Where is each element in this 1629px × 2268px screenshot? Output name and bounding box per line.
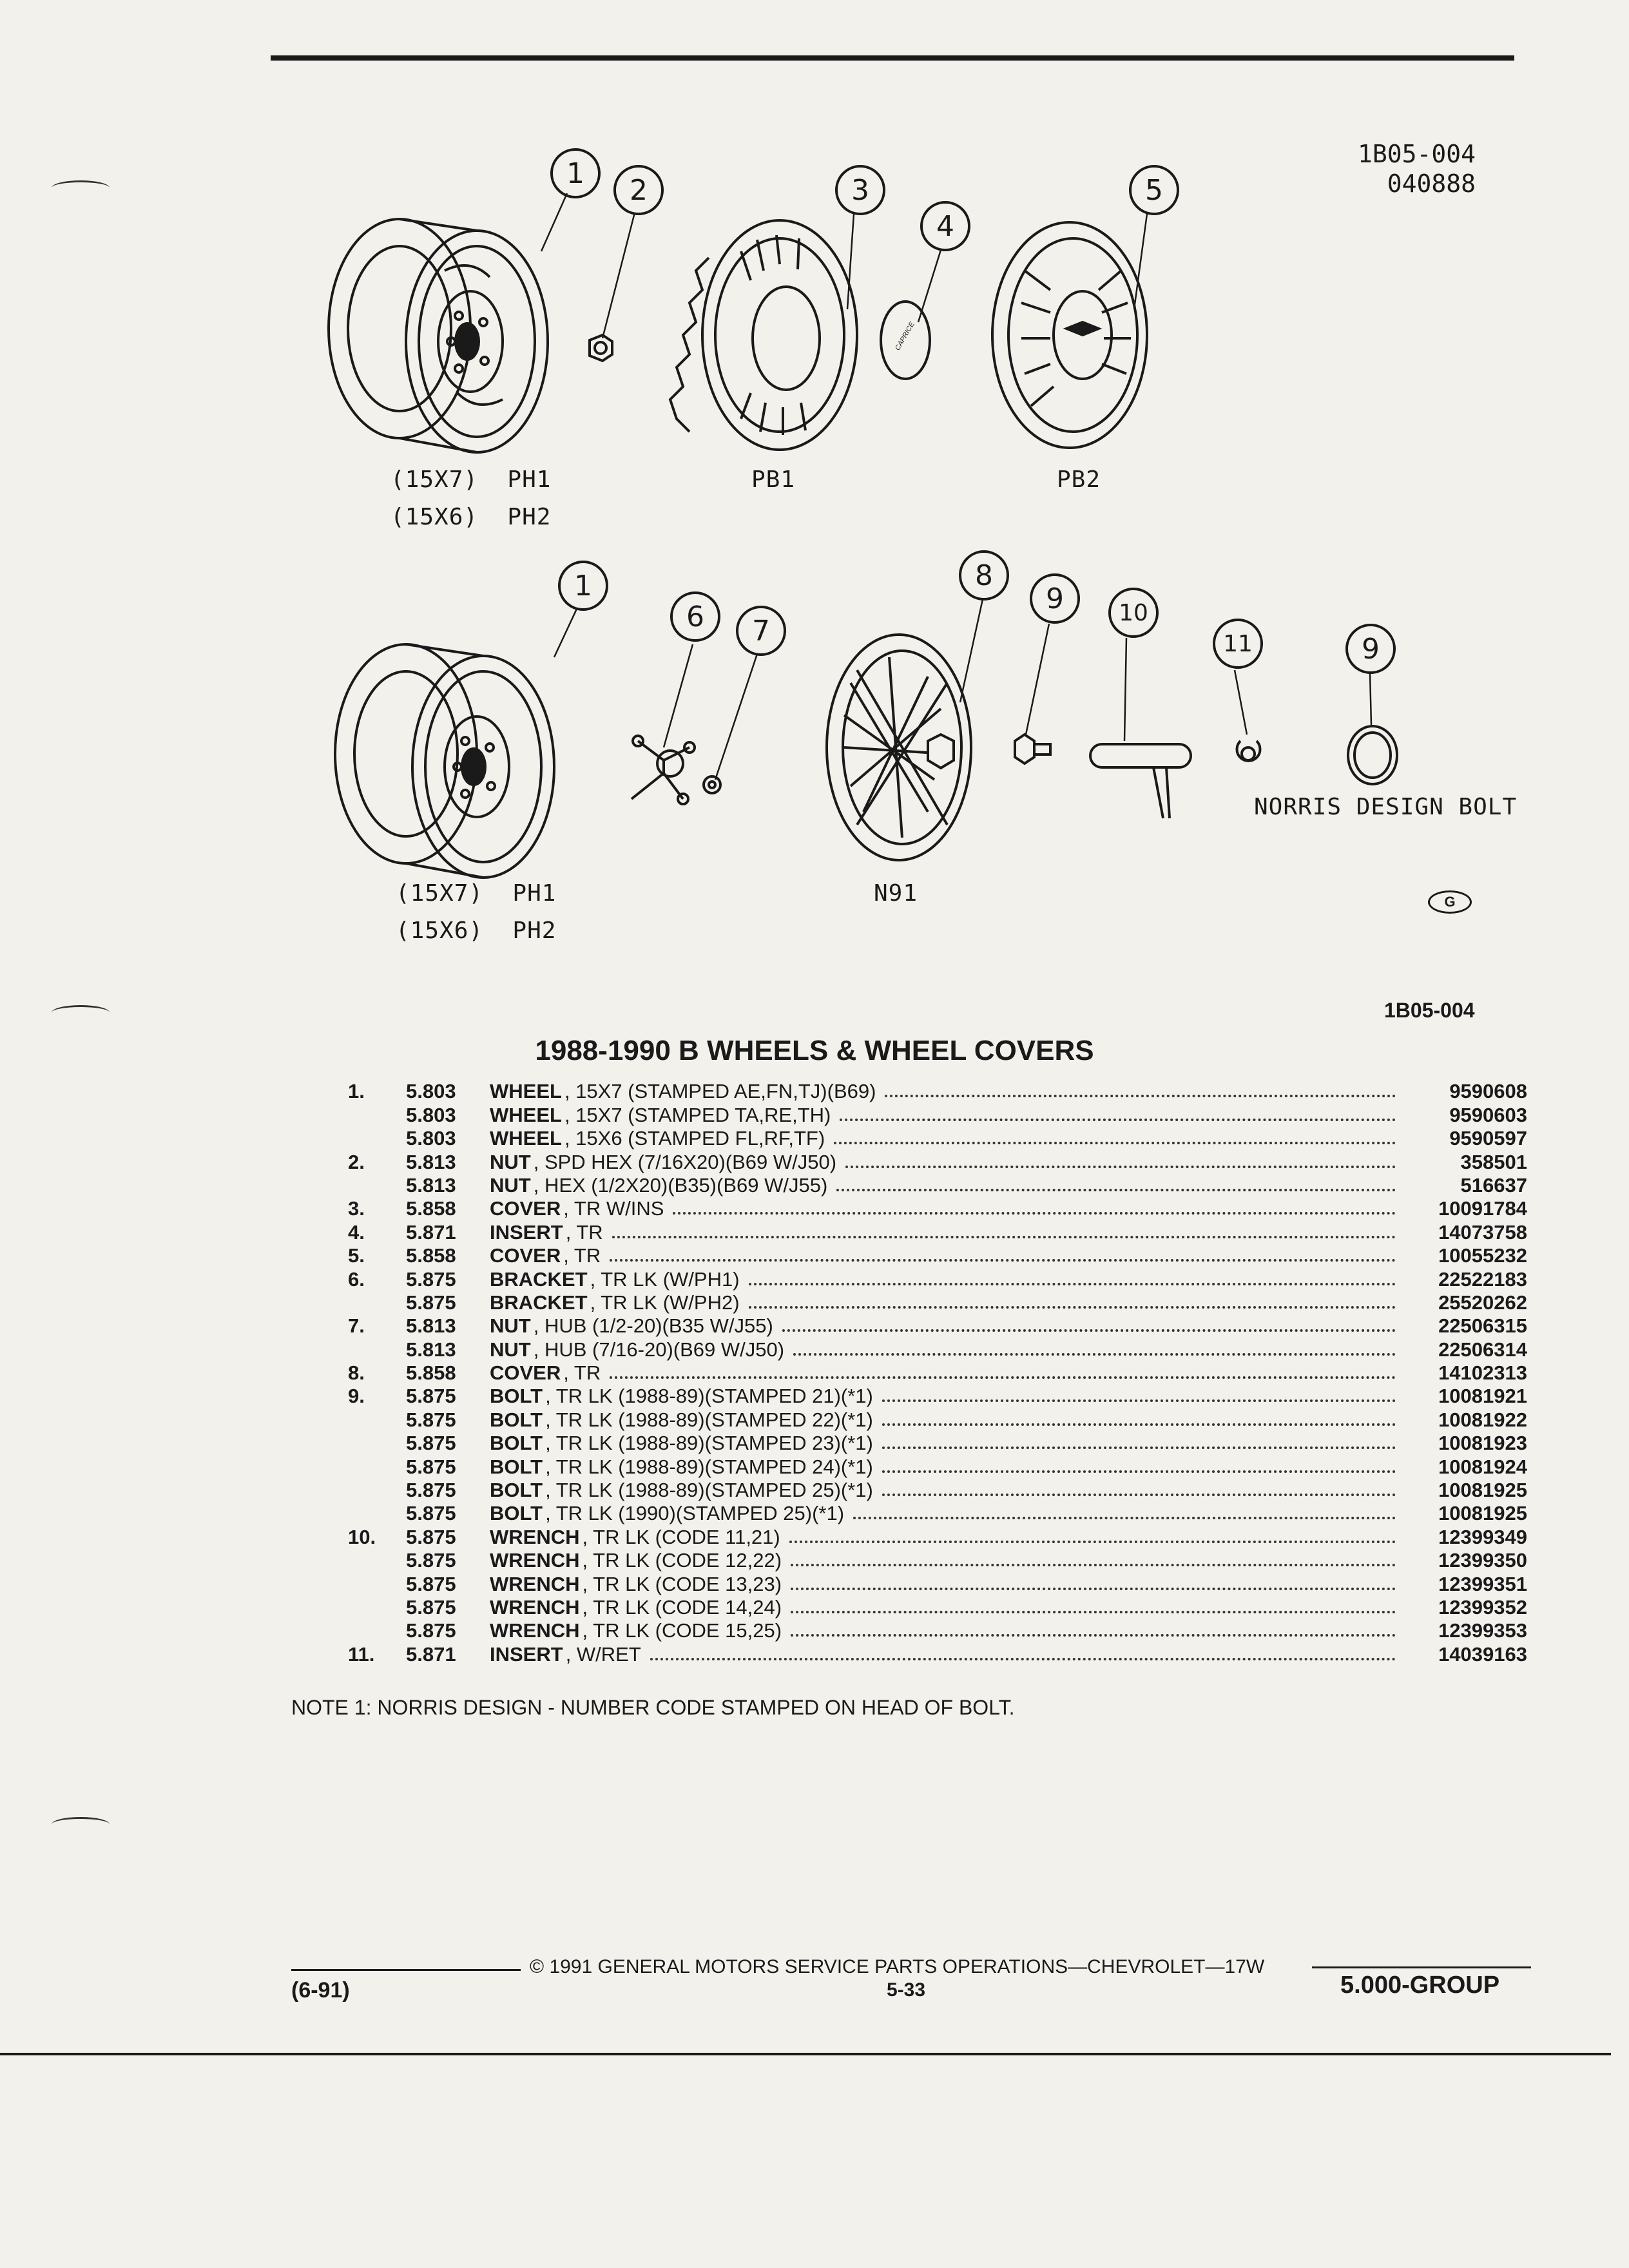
part-item-number: 5.	[348, 1244, 365, 1267]
callout-11: 11	[1213, 619, 1263, 669]
cover-illustration-pb1	[670, 220, 857, 450]
label-norris-design-bolt: NORRIS DESIGN BOLT	[1254, 794, 1518, 820]
callout-1-top: 1	[550, 148, 601, 198]
drawing-ref-line2: 040888	[1387, 169, 1476, 198]
parts-row	[348, 1079, 1527, 1102]
dot-leader	[836, 1189, 1396, 1191]
part-description: , SPD HEX (7/16X20)(B69 W/J50)	[533, 1150, 837, 1173]
part-description: , TR LK (W/PH1)	[590, 1267, 740, 1291]
part-description: , TR LK (1988-89)(STAMPED 22)(*1)	[545, 1408, 873, 1431]
parts-row	[348, 1266, 1527, 1289]
label-pb2: PB2	[1057, 466, 1101, 493]
part-group-number: 5.875	[406, 1595, 456, 1619]
page-title: 1988-1990 B WHEELS & WHEEL COVERS	[535, 1035, 1094, 1066]
part-number: 12399351	[1438, 1572, 1527, 1595]
part-group-number: 5.875	[406, 1267, 456, 1291]
part-name: INSERT	[490, 1642, 563, 1666]
part-number: 22506315	[1438, 1314, 1527, 1338]
dot-leader	[612, 1236, 1396, 1238]
part-item-number: 7.	[348, 1314, 365, 1338]
leader-lines	[541, 193, 1371, 780]
label-top-wheel-15x7: (15X7) PH1	[390, 466, 552, 493]
part-group-number: 5.803	[406, 1080, 456, 1103]
label-bottom-wheel-15x7: (15X7) PH1	[396, 880, 557, 907]
part-description: , HUB (1/2-20)(B35 W/J55)	[533, 1314, 773, 1338]
part-group-number: 5.858	[406, 1361, 456, 1385]
part-name: BOLT	[490, 1479, 543, 1502]
part-description: , 15X7 (STAMPED AE,FN,TJ)(B69)	[564, 1080, 876, 1103]
part-number: 10081921	[1438, 1385, 1527, 1408]
dot-leader	[782, 1329, 1396, 1332]
part-name: WHEEL	[490, 1127, 562, 1150]
part-number: 12399350	[1438, 1549, 1527, 1572]
part-name: WRENCH	[490, 1549, 580, 1572]
dot-leader	[793, 1353, 1396, 1356]
dot-leader	[610, 1259, 1396, 1262]
part-group-number: 5.875	[406, 1385, 456, 1408]
callout-6: 6	[670, 591, 720, 642]
part-name: NUT	[490, 1314, 531, 1338]
dot-leader	[791, 1588, 1396, 1590]
wrench-illustration-10	[1090, 744, 1191, 818]
parts-row	[348, 1548, 1527, 1571]
part-group-number: 5.875	[406, 1525, 456, 1548]
parts-row	[348, 1524, 1527, 1547]
footer-rule-right	[1312, 1966, 1531, 1968]
part-item-number: 10.	[348, 1525, 376, 1548]
part-number: 14073758	[1438, 1220, 1527, 1244]
part-description: , TR	[563, 1361, 601, 1385]
dot-leader	[853, 1517, 1396, 1519]
dot-leader	[882, 1446, 1396, 1449]
label-n91: N91	[874, 880, 918, 907]
part-item-number: 4.	[348, 1220, 365, 1244]
insert-illustration-11	[1237, 741, 1260, 761]
part-group-number: 5.858	[406, 1244, 456, 1267]
parts-row	[348, 1407, 1527, 1430]
part-description: , TR LK (1988-89)(STAMPED 25)(*1)	[545, 1479, 873, 1502]
dot-leader	[885, 1095, 1396, 1097]
scan-mark	[52, 1005, 110, 1020]
part-group-number: 5.803	[406, 1103, 456, 1126]
callout-7: 7	[736, 606, 786, 656]
part-number: 9590603	[1449, 1103, 1527, 1126]
dot-leader	[749, 1306, 1396, 1309]
part-item-number: 6.	[348, 1267, 365, 1291]
part-name: NUT	[490, 1173, 531, 1196]
part-description: , HUB (7/16-20)(B69 W/J50)	[533, 1338, 785, 1361]
bolt-illustration-9	[1015, 735, 1050, 764]
part-number: 9590608	[1449, 1080, 1527, 1103]
part-description: , TR LK (1988-89)(STAMPED 24)(*1)	[545, 1455, 873, 1478]
parts-row	[348, 1454, 1527, 1477]
label-pb1: PB1	[751, 466, 796, 493]
section-code: 1B05-004	[1384, 999, 1475, 1022]
part-item-number: 3.	[348, 1197, 365, 1220]
part-name: INSERT	[490, 1220, 563, 1244]
callout-3: 3	[835, 165, 885, 215]
part-group-number: 5.875	[406, 1455, 456, 1478]
wheel-illustration-bottom	[335, 644, 554, 878]
part-name: COVER	[490, 1197, 561, 1220]
parts-row	[348, 1383, 1527, 1407]
part-item-number: 1.	[348, 1080, 365, 1103]
part-name: COVER	[490, 1244, 561, 1267]
part-number: 14102313	[1438, 1361, 1527, 1385]
part-number: 358501	[1460, 1150, 1527, 1173]
part-number: 10081924	[1438, 1455, 1527, 1478]
label-top-wheel-15x6: (15X6) PH2	[390, 504, 552, 530]
part-name: BRACKET	[490, 1267, 588, 1291]
parts-row	[348, 1313, 1527, 1336]
footnote: NOTE 1: NORRIS DESIGN - NUMBER CODE STAMPED ON HEAD OF BOLT.	[291, 1696, 1015, 1719]
part-group-number: 5.875	[406, 1479, 456, 1502]
part-item-number: 11.	[348, 1642, 375, 1666]
dot-leader	[791, 1564, 1396, 1566]
cover-illustration-n91	[827, 635, 971, 860]
nut-illustration-2	[590, 335, 612, 361]
part-number: 22506314	[1438, 1338, 1527, 1361]
part-item-number: 8.	[348, 1361, 365, 1385]
parts-row	[348, 1360, 1527, 1383]
footer-rule-left	[291, 1969, 521, 1971]
part-group-number: 5.803	[406, 1127, 456, 1150]
part-group-number: 5.875	[406, 1502, 456, 1525]
callout-9-bolt: 9	[1030, 573, 1080, 624]
insert-caprice-text: CAPRICE	[894, 320, 916, 352]
part-group-number: 5.871	[406, 1220, 456, 1244]
part-name: BRACKET	[490, 1291, 588, 1314]
part-number: 10081925	[1438, 1502, 1527, 1525]
dot-leader	[791, 1611, 1396, 1613]
parts-row	[348, 1173, 1527, 1196]
parts-row	[348, 1501, 1527, 1524]
part-group-number: 5.875	[406, 1432, 456, 1455]
part-description: , TR LK (CODE 12,22)	[582, 1549, 782, 1572]
parts-row	[348, 1641, 1527, 1664]
part-number: 25520262	[1438, 1291, 1527, 1314]
part-name: BOLT	[490, 1432, 543, 1455]
gm-logo: G	[1428, 890, 1472, 914]
bottom-rule	[0, 2053, 1611, 2055]
dot-leader	[789, 1541, 1396, 1543]
parts-row	[348, 1149, 1527, 1172]
parts-row	[348, 1290, 1527, 1313]
dot-leader	[882, 1470, 1396, 1473]
parts-row	[348, 1336, 1527, 1360]
parts-list	[348, 1079, 1527, 1665]
cover-illustration-pb2	[992, 222, 1147, 448]
dot-leader	[791, 1634, 1396, 1637]
part-number: 12399352	[1438, 1595, 1527, 1619]
part-description: , TR W/INS	[563, 1197, 664, 1220]
part-number: 10081923	[1438, 1432, 1527, 1455]
part-name: NUT	[490, 1338, 531, 1361]
footer-copyright: © 1991 GENERAL MOTORS SERVICE PARTS OPERATIONS—CHEVROLET—17W	[530, 1956, 1265, 1977]
parts-row	[348, 1430, 1527, 1454]
parts-row	[348, 1126, 1527, 1149]
part-name: WHEEL	[490, 1080, 562, 1103]
part-description: , TR LK (CODE 13,23)	[582, 1572, 782, 1595]
part-name: COVER	[490, 1361, 561, 1385]
dot-leader	[882, 1423, 1396, 1426]
parts-row	[348, 1477, 1527, 1501]
part-group-number: 5.875	[406, 1619, 456, 1642]
exploded-parts-illustration	[0, 0, 1629, 1005]
part-group-number: 5.813	[406, 1150, 456, 1173]
parts-row	[348, 1196, 1527, 1219]
part-name: BOLT	[490, 1502, 543, 1525]
part-name: WRENCH	[490, 1525, 580, 1548]
part-name: WRENCH	[490, 1619, 580, 1642]
part-description: , W/RET	[565, 1642, 641, 1666]
part-name: NUT	[490, 1150, 531, 1173]
label-bottom-wheel-15x6: (15X6) PH2	[396, 918, 557, 944]
part-description: , TR LK (1988-89)(STAMPED 23)(*1)	[545, 1432, 873, 1455]
dot-leader	[840, 1119, 1396, 1121]
part-name: WHEEL	[490, 1103, 562, 1126]
part-number: 12399349	[1438, 1525, 1527, 1548]
callout-8: 8	[959, 550, 1009, 601]
part-description: , TR LK (1990)(STAMPED 25)(*1)	[545, 1502, 845, 1525]
part-description: , 15X7 (STAMPED TA,RE,TH)	[564, 1103, 831, 1126]
callout-5: 5	[1129, 165, 1179, 215]
dot-leader	[749, 1283, 1396, 1285]
part-number: 516637	[1460, 1173, 1527, 1196]
part-description: , TR LK (W/PH2)	[590, 1291, 740, 1314]
nut-illustration-7	[704, 776, 720, 793]
part-number: 10055232	[1438, 1244, 1527, 1267]
part-name: BOLT	[490, 1408, 543, 1431]
parts-row	[348, 1595, 1527, 1618]
dot-leader	[673, 1212, 1396, 1215]
part-description: , TR LK (1988-89)(STAMPED 21)(*1)	[545, 1385, 873, 1408]
ring-illustration-9	[1348, 726, 1397, 784]
callout-9-ring: 9	[1345, 624, 1396, 674]
part-description: , 15X6 (STAMPED FL,RF,TF)	[564, 1127, 825, 1150]
scan-mark	[52, 1817, 110, 1832]
parts-row	[348, 1219, 1527, 1242]
part-group-number: 5.875	[406, 1408, 456, 1431]
part-description: , TR LK (CODE 14,24)	[582, 1595, 782, 1619]
part-description: , TR	[563, 1244, 601, 1267]
part-group-number: 5.875	[406, 1549, 456, 1572]
part-description: , TR	[565, 1220, 603, 1244]
part-item-number: 2.	[348, 1150, 365, 1173]
dot-leader	[882, 1399, 1396, 1402]
part-group-number: 5.871	[406, 1642, 456, 1666]
part-group-number: 5.813	[406, 1314, 456, 1338]
dot-leader	[882, 1494, 1396, 1496]
dot-leader	[650, 1658, 1396, 1660]
part-name: BOLT	[490, 1385, 543, 1408]
part-description: , HEX (1/2X20)(B35)(B69 W/J55)	[533, 1173, 828, 1196]
callout-4: 4	[920, 201, 970, 251]
parts-row	[348, 1243, 1527, 1266]
part-group-number: 5.875	[406, 1291, 456, 1314]
dot-leader	[845, 1166, 1396, 1168]
bracket-illustration-6	[631, 736, 695, 804]
dot-leader	[834, 1142, 1396, 1144]
part-number: 9590597	[1449, 1127, 1527, 1150]
part-number: 10091784	[1438, 1197, 1527, 1220]
footer-group: 5.000-GROUP	[1340, 1972, 1500, 1999]
parts-row	[348, 1618, 1527, 1641]
footer-page-number: 5-33	[887, 1979, 926, 2001]
dot-leader	[610, 1376, 1396, 1379]
drawing-ref-line1: 1B05-004	[1357, 140, 1476, 168]
part-description: , TR LK (CODE 15,25)	[582, 1619, 782, 1642]
parts-row	[348, 1102, 1527, 1125]
footer-date: (6-91)	[291, 1978, 350, 2003]
part-name: BOLT	[490, 1455, 543, 1478]
part-group-number: 5.813	[406, 1173, 456, 1196]
part-name: WRENCH	[490, 1595, 580, 1619]
part-group-number: 5.875	[406, 1572, 456, 1595]
wheel-illustration-top	[329, 219, 548, 452]
parts-row	[348, 1571, 1527, 1594]
part-group-number: 5.813	[406, 1338, 456, 1361]
part-number: 22522183	[1438, 1267, 1527, 1291]
callout-1-bottom: 1	[558, 561, 608, 611]
part-description: , TR LK (CODE 11,21)	[582, 1525, 780, 1548]
part-name: WRENCH	[490, 1572, 580, 1595]
part-number: 10081922	[1438, 1408, 1527, 1431]
part-item-number: 9.	[348, 1385, 365, 1408]
part-number: 12399353	[1438, 1619, 1527, 1642]
part-group-number: 5.858	[406, 1197, 456, 1220]
callout-10: 10	[1108, 588, 1159, 638]
part-number: 14039163	[1438, 1642, 1527, 1666]
callout-2: 2	[613, 165, 664, 215]
part-number: 10081925	[1438, 1479, 1527, 1502]
